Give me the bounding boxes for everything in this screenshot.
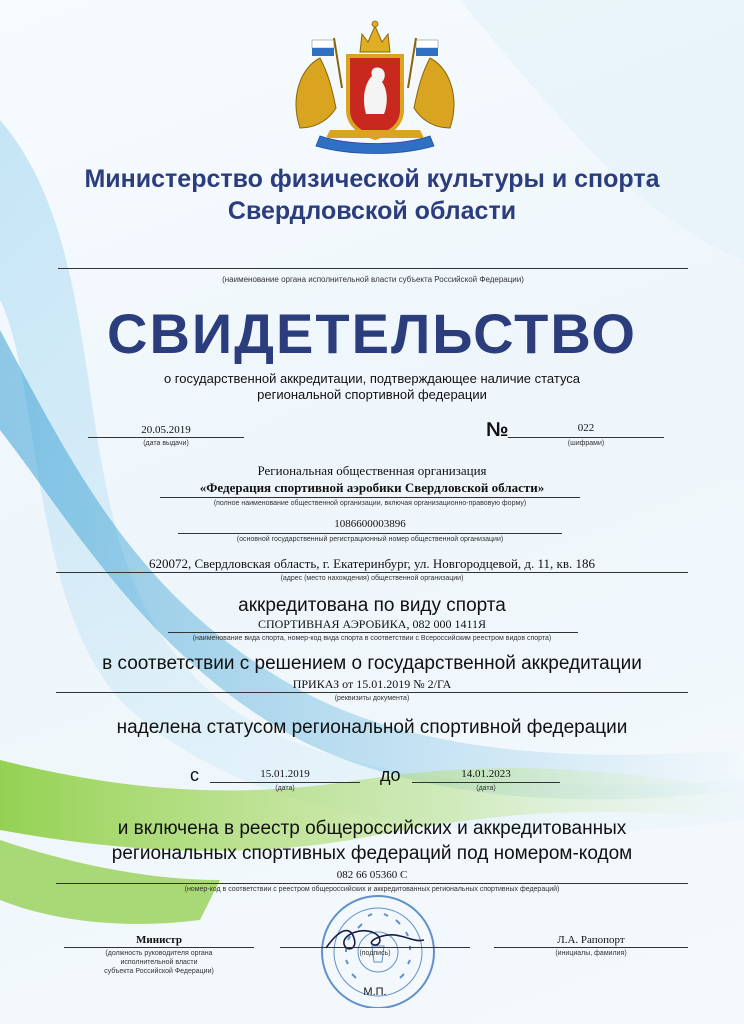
decision-caption: (реквизиты документа)	[334, 695, 410, 702]
ministry-caption: (наименование органа исполнительной власти субъекта Российской Федерации)	[222, 275, 524, 284]
ministry-title-line1: Министерство физической культуры и спорта	[84, 165, 660, 193]
signatory-position: Министр	[136, 934, 182, 946]
divider	[64, 947, 254, 948]
registry-code: 082 66 05360 С	[336, 869, 408, 881]
status-text: наделена статусом региональной спортивной федерации	[116, 717, 628, 738]
validity-from-date: 15.01.2019	[260, 768, 310, 780]
certificate-number: 022	[577, 422, 595, 434]
divider	[58, 268, 688, 269]
document-subtitle-line2: региональной спортивной федерации	[257, 387, 487, 402]
organization-name-line2: «Федерация спортивной аэробики Свердловской области»	[199, 480, 545, 495]
document-subtitle-line1: о государственной аккредитации, подтверждающее наличие статуса	[163, 371, 581, 386]
organization-address: 620072, Свердловская область, г. Екатеринбург, ул. Новгородцевой, д. 11, кв. 186	[148, 556, 596, 571]
signature-caption: (подпись)	[359, 950, 391, 957]
sport-caption: (наименование вида спорта, номер-код вида спорта в соответствии с Всероссийским реестром видов спорта)	[192, 635, 552, 642]
issue-date-caption: (дата выдачи)	[143, 440, 189, 447]
signatory-position-caption-line3: субъекта Российской Федерации)	[104, 968, 214, 975]
signatory-position-caption-line2: исполнительной власти	[120, 959, 198, 966]
divider	[412, 782, 560, 783]
divider	[160, 497, 580, 498]
validity-from-label: с	[190, 765, 199, 785]
divider	[210, 782, 360, 783]
decision-value: ПРИКАЗ от 15.01.2019 № 2/ГА	[292, 677, 452, 691]
validity-to-label: до	[380, 765, 401, 785]
validity-from-caption: (дата)	[275, 785, 295, 792]
divider	[178, 533, 562, 534]
stamp-place: М.П.	[363, 986, 387, 998]
decision-heading: в соответствии с решением о государственной аккредитации	[102, 653, 642, 674]
coat-of-arms-emblem	[290, 18, 460, 156]
registry-line1: и включена в реестр общероссийских и аккредитованных	[117, 818, 627, 839]
signatory-name: Л.А. Рапопорт	[557, 934, 625, 946]
registration-number: 1086600003896	[334, 518, 406, 530]
document-title: СВИДЕТЕЛЬСТВО	[107, 302, 637, 365]
divider	[508, 437, 664, 438]
organization-name-line1: Региональная общественная организация	[257, 463, 487, 478]
validity-to-date: 14.01.2023	[461, 768, 511, 780]
divider	[56, 572, 688, 573]
number-sign: №	[486, 419, 509, 441]
signatory-position-caption-line1: (должность руководителя органа	[105, 950, 213, 957]
divider	[168, 632, 578, 633]
divider	[88, 437, 244, 438]
organization-name-caption: (полное наименование общественной организации, включая организационно-правовую форму)	[213, 500, 527, 507]
registry-code-caption: (номер-код в соответствии с реестром общероссийских и аккредитованных региональных спортивных федераций)	[184, 886, 560, 893]
ministry-title-line2: Свердловской области	[227, 197, 517, 225]
organization-address-caption: (адрес (место нахождения) общественной организации)	[280, 575, 464, 582]
validity-to-caption: (дата)	[476, 785, 496, 792]
sport-value: СПОРТИВНАЯ АЭРОБИКА, 082 000 1411Я	[257, 617, 487, 631]
divider	[56, 883, 688, 884]
issue-date: 20.05.2019	[141, 424, 191, 436]
divider	[494, 947, 688, 948]
signatory-name-caption: (инициалы, фамилия)	[555, 950, 627, 957]
registry-line2: региональных спортивных федераций под номером-кодом	[111, 843, 633, 864]
sport-heading: аккредитована по виду спорта	[238, 595, 506, 616]
divider	[56, 692, 688, 693]
registration-number-caption: (основной государственный регистрационный номер общественной организации)	[236, 536, 504, 543]
certificate-number-caption: (шифрами)	[567, 440, 605, 447]
divider	[280, 947, 470, 948]
